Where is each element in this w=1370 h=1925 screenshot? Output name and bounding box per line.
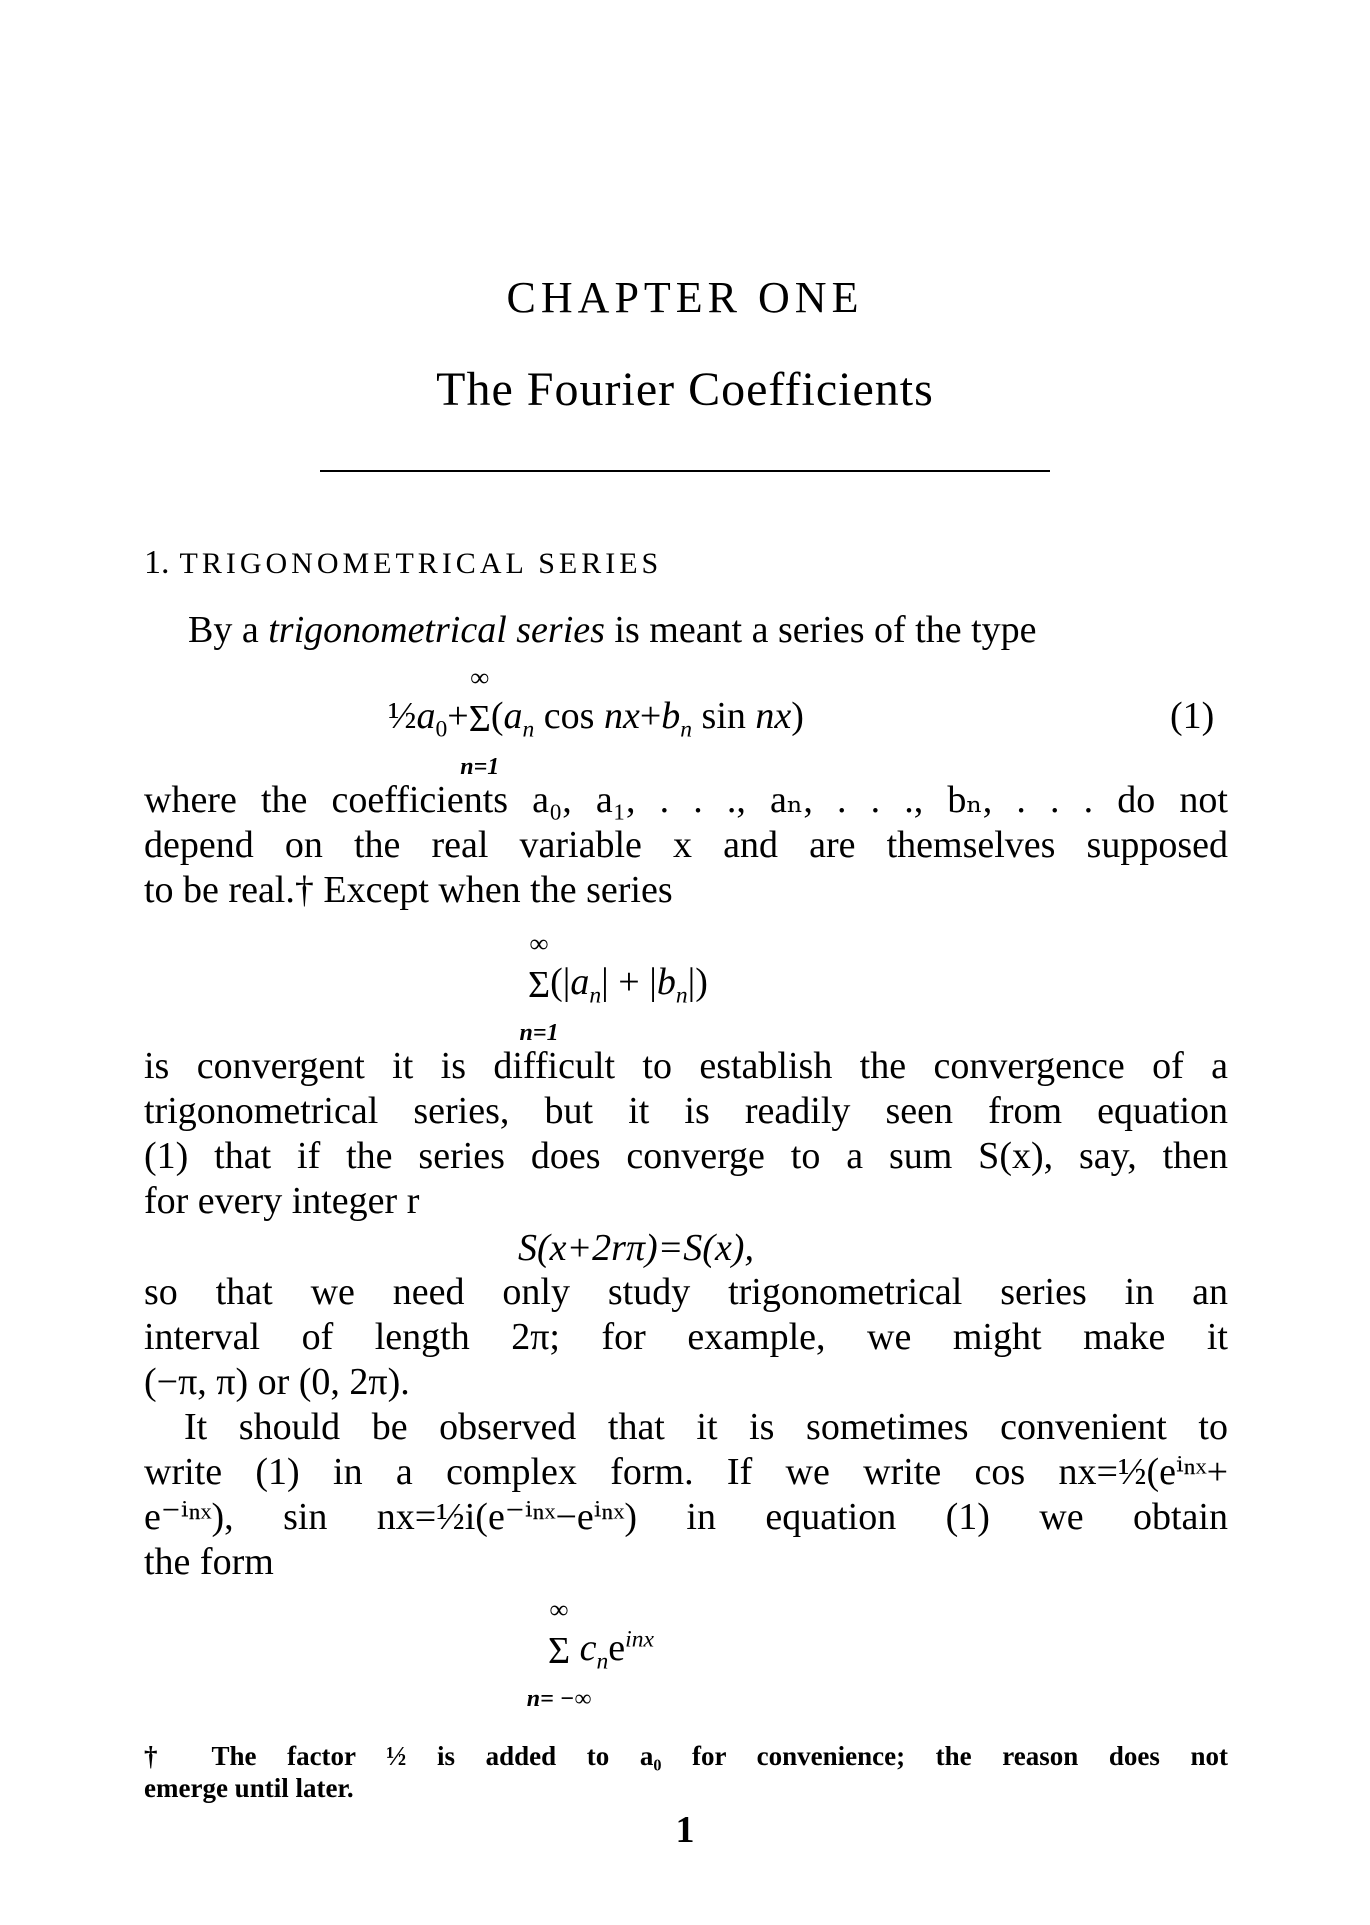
- complex-form-paragraph: [144, 1405, 1228, 1585]
- page-number: 1: [675, 1809, 695, 1851]
- equation-1-number: (1): [1170, 695, 1215, 737]
- coefficients-line-3: to be real.† Except when the series: [144, 869, 673, 911]
- footnote: [144, 1740, 1228, 1804]
- chapter-title: The Fourier Coefficients: [436, 363, 934, 416]
- convergence-line-4: for every integer r: [144, 1180, 420, 1222]
- intro-after: is meant a series of the type: [604, 609, 1037, 651]
- title-rule: [320, 470, 1050, 472]
- summation-2-upper: ∞: [529, 929, 549, 959]
- intro-before: By a: [188, 609, 269, 651]
- convergence-line-2: trigonometrical series, but it is readily seen from equation: [144, 1090, 1228, 1132]
- convergence-paragraph: [144, 1044, 1228, 1224]
- summation-1-lower: n=1: [460, 754, 500, 781]
- summation-3-lower: n= −∞: [526, 1686, 592, 1713]
- summation-3: Σ ∞ n= −∞: [526, 1595, 592, 1713]
- equation-complex-series: Σ ∞ n= −∞ $c_ne^{inx}$: [526, 1595, 654, 1713]
- section-title: TRIGONOMETRICAL SERIES: [179, 547, 663, 580]
- coefficients-line-2: depend on the real variable x and are themselves supposed: [144, 824, 1228, 866]
- summation-2-lower: n=1: [519, 1020, 559, 1047]
- chapter-label: CHAPTER ONE: [506, 273, 864, 322]
- coefficients-paragraph: [144, 778, 1228, 913]
- coefficients-line-1: where the coefficients a₀, a₁, . . ., aₙ, . . ., bₙ, . . . do not: [144, 779, 1228, 821]
- interval-paragraph: [144, 1270, 1228, 1405]
- interval-line-1: so that we need only study trigonometrical series in an: [144, 1271, 1228, 1313]
- complex-line-3: e⁻ⁱⁿˣ), sin nx=½i(e⁻ⁱⁿˣ−eⁱⁿˣ) in equation (1) we obtain: [144, 1496, 1228, 1538]
- section-number: 1.: [144, 544, 170, 581]
- summation-2: Σ ∞ n=1: [519, 929, 559, 1047]
- summation-3-upper: ∞: [549, 1595, 569, 1625]
- equation-1: $\frac{1}{2}a_0+\Sigma$ ∞ n=1 ($a_n$ $\cos nx+b_n$ sin nx): [388, 663, 804, 781]
- convergence-line-3: (1) that if the series does converge to a sum S(x), say, then: [144, 1135, 1228, 1177]
- summation-1-upper: ∞: [470, 663, 490, 693]
- interval-line-2: interval of length 2π; for example, we might make it: [144, 1316, 1228, 1358]
- complex-line-1: It should be observed that it is sometimes convenient to: [184, 1406, 1228, 1448]
- footnote-line-2: emerge until later.: [144, 1773, 354, 1803]
- periodicity-equation: S(x+2rπ)=S(x),: [518, 1227, 754, 1269]
- summation-1: Σ ∞ n=1: [460, 663, 500, 781]
- footnote-line-1: † The factor ½ is added to a₀ for convenience; the reason does not: [144, 1741, 1228, 1771]
- complex-line-2: write (1) in a complex form. If we write cos nx=½(eⁱⁿˣ+: [144, 1451, 1228, 1493]
- intro-paragraph: [144, 608, 1228, 653]
- convergence-line-1: is convergent it is difficult to establish the convergence of a: [144, 1045, 1228, 1087]
- complex-line-4: the form: [144, 1541, 274, 1583]
- intro-term: trigonometrical series: [268, 609, 605, 651]
- equation-absolute-sum: Σ ∞ n=1 $(|a_n| + |b_n|)$: [519, 929, 708, 1047]
- section-heading: [144, 544, 662, 582]
- interval-line-3: (−π, π) or (0, 2π).: [144, 1361, 410, 1403]
